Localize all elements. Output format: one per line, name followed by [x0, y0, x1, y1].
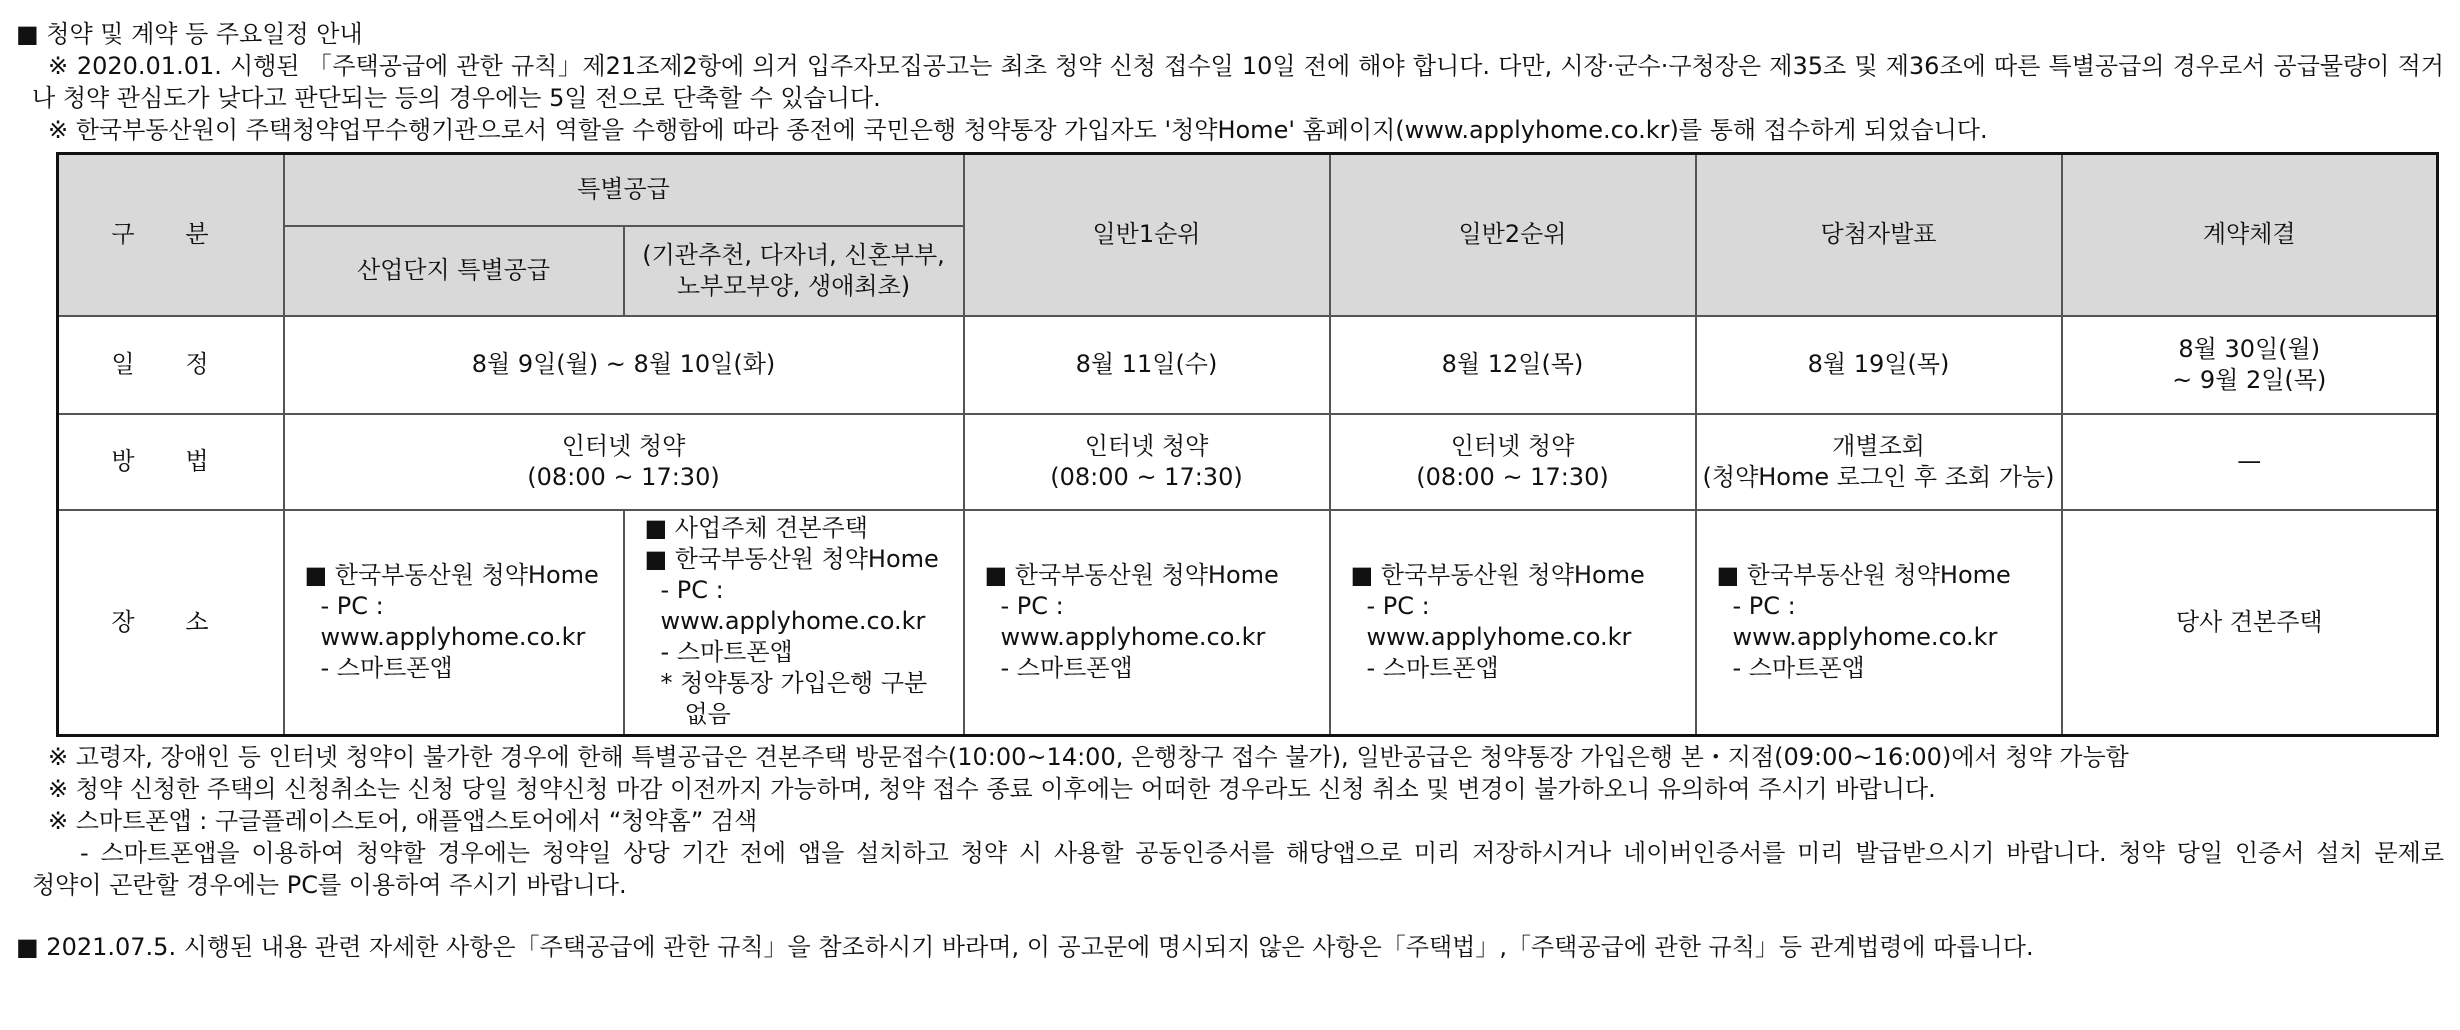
method-general2-line1: 인터넷 청약	[1450, 431, 1575, 460]
schedule-winner: 8월 19일(목)	[1696, 316, 2062, 414]
place-winner-bullet: ■ 한국부동산원 청약Home	[1716, 561, 2011, 589]
place-general1-pc: - PC : www.applyhome.co.kr	[1000, 592, 1266, 651]
place-other-note-cont: 없음	[684, 699, 731, 728]
row-label-method: 방 법	[58, 414, 284, 510]
schedule-general1: 8월 11일(수)	[964, 316, 1330, 414]
place-general2	[1330, 510, 1696, 736]
intro-note-1: ※ 2020.01.01. 시행된 「주택공급에 관한 규칙」제21조제2항에 의거 입주자모집공고는 최초 청약 신청 접수일 10일 전에 해야 합니다. 다만, 시장·군수·구청장은 제35조 및 제36조에 따른 특별공급의 경우로서 공급물량이 적거	[48, 52, 2444, 80]
footer-note: ■ 2021.07.5. 시행된 내용 관련 자세한 사항은「주택공급에 관한 규칙」을 참조하시기 바라며, 이 공고문에 명시되지 않은 사항은「주택법」,「주택공급에 관한 규칙」등 관계법령에 따릅니다.	[16, 932, 2034, 961]
row-label-place: 장 소	[58, 510, 284, 736]
place-industrial	[284, 510, 624, 736]
header-general1: 일반1순위	[964, 154, 1330, 316]
intro-note-1-cont: 나 청약 관심도가 낮다고 판단되는 등의 경우에는 5일 전으로 단축할 수 있습니다.	[32, 84, 881, 112]
method-general1-line1: 인터넷 청약	[1084, 431, 1209, 460]
method-winner	[1696, 414, 2062, 510]
place-contract: 당사 견본주택	[2062, 510, 2438, 736]
header-special-other-line2: 노부모부양, 생애최초)	[676, 271, 911, 300]
row-label-schedule: 일 정	[58, 316, 284, 414]
schedule-contract-line1: 8월 30일(월)	[2178, 334, 2321, 363]
place-industrial-app: - 스마트폰앱	[320, 654, 453, 682]
schedule-general2: 8월 12일(목)	[1330, 316, 1696, 414]
place-other-pc: - PC : www.applyhome.co.kr	[660, 575, 926, 635]
header-special-industrial: 산업단지 특별공급	[284, 226, 624, 316]
after-note-4: - 스마트폰앱을 이용하여 청약할 경우에는 청약일 상당 기간 전에 앱을 설치하고 청약 시 사용할 공동인증서를 해당앱으로 미리 저장하시거나 네이버인증서를 미리 발급받으시기 바랍니다. 청약 당일 인증서 설치 문제로	[80, 838, 2444, 867]
place-winner	[1696, 510, 2062, 736]
place-industrial-bullet: ■ 한국부동산원 청약Home	[304, 561, 599, 589]
place-other-app: - 스마트폰앱	[660, 637, 793, 666]
place-general2-app: - 스마트폰앱	[1366, 654, 1499, 682]
place-winner-pc: - PC : www.applyhome.co.kr	[1732, 592, 1998, 651]
method-general1	[964, 414, 1330, 510]
schedule-table	[56, 152, 2439, 737]
method-general1-line2: (08:00 ~ 17:30)	[1050, 462, 1243, 491]
section-heading: ■ 청약 및 계약 등 주요일정 안내	[16, 20, 363, 48]
method-special	[284, 414, 964, 510]
after-note-1: ※ 고령자, 장애인 등 인터넷 청약이 불가한 경우에 한해 특별공급은 견본주택 방문접수(10:00~14:00, 은행창구 접수 불가), 일반공급은 청약통장 가입은행 본・지점(09:00~16:00)에서 청약 가능함	[48, 742, 2129, 771]
header-special-other-line1: (기관추천, 다자녀, 신혼부부,	[642, 240, 945, 269]
method-general2-line2: (08:00 ~ 17:30)	[1416, 462, 1609, 491]
header-special: 특별공급	[284, 154, 964, 226]
intro-note-2: ※ 한국부동산원이 주택청약업무수행기관으로서 역할을 수행함에 따라 종전에 국민은행 청약통장 가입자도 '청약Home' 홈페이지(www.applyhome.co.kr)를 통해 접수하게 되었습니다.	[48, 116, 1988, 144]
method-special-line2: (08:00 ~ 17:30)	[527, 462, 720, 491]
place-other-bullet-1: ■ 사업주체 견본주택	[644, 513, 868, 542]
after-note-2: ※ 청약 신청한 주택의 신청취소는 신청 당일 청약신청 마감 이전까지 가능하며, 청약 접수 종료 이후에는 어떠한 경우라도 신청 취소 및 변경이 불가하오니 유의하여 주시기 바랍니다.	[48, 774, 1936, 803]
header-winner: 당첨자발표	[1696, 154, 2062, 316]
place-other	[624, 510, 964, 736]
schedule-special: 8월 9일(월) ~ 8월 10일(화)	[284, 316, 964, 414]
place-general1-bullet: ■ 한국부동산원 청약Home	[984, 561, 1279, 589]
place-general2-pc: - PC : www.applyhome.co.kr	[1366, 592, 1632, 651]
schedule-contract-line2: ~ 9월 2일(목)	[2172, 365, 2327, 394]
place-other-note: * 청약통장 가입은행 구분	[660, 668, 928, 697]
after-notes	[16, 741, 2444, 901]
header-general2: 일반2순위	[1330, 154, 1696, 316]
method-contract: —	[2062, 414, 2438, 510]
header-category: 구 분	[58, 154, 284, 316]
header-contract: 계약체결	[2062, 154, 2438, 316]
place-winner-app: - 스마트폰앱	[1732, 654, 1865, 682]
place-general2-bullet: ■ 한국부동산원 청약Home	[1350, 561, 1645, 589]
place-general1-app: - 스마트폰앱	[1000, 654, 1133, 682]
place-general1	[964, 510, 1330, 736]
method-special-line1: 인터넷 청약	[561, 431, 686, 460]
place-other-bullet-2: ■ 한국부동산원 청약Home	[644, 544, 939, 573]
after-note-3: ※ 스마트폰앱 : 구글플레이스토어, 애플앱스토어에서 “청약홈” 검색	[48, 806, 758, 835]
place-industrial-pc: - PC : www.applyhome.co.kr	[320, 592, 586, 651]
schedule-contract	[2062, 316, 2438, 414]
method-general2	[1330, 414, 1696, 510]
method-winner-line2: (청약Home 로그인 후 조회 가능)	[1702, 462, 2055, 491]
method-winner-line1: 개별조회	[1832, 431, 1925, 460]
after-note-4-cont: 청약이 곤란할 경우에는 PC를 이용하여 주시기 바랍니다.	[32, 870, 627, 899]
header-special-other	[624, 226, 964, 316]
